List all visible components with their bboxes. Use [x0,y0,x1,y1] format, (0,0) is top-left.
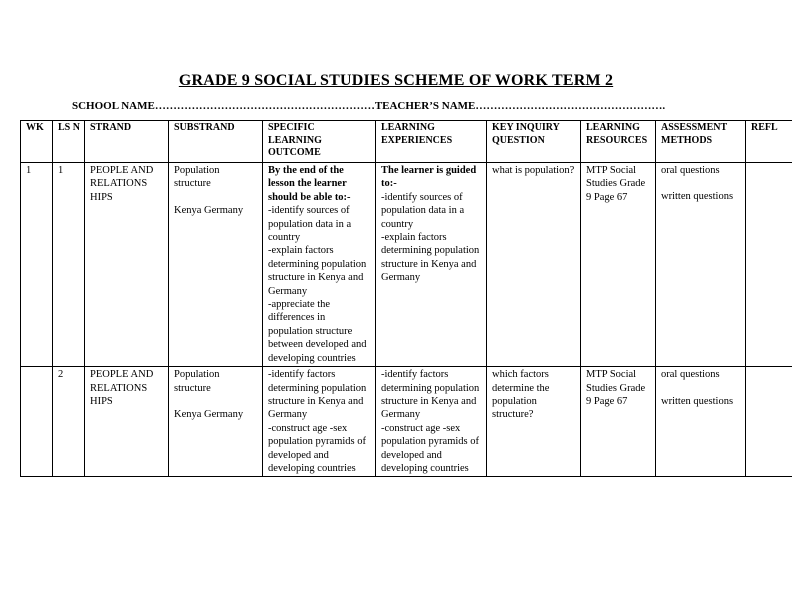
school-teacher-name-line: SCHOOL NAME……………………………………………………TEACHER’S NAME……………………………………………. [72,100,666,112]
experiences-intro: The learner is guided to:- [381,165,477,190]
cell-lesson: 2 [53,367,85,477]
scheme-of-work-table [20,120,792,477]
outcome-item: -identify sources of population data in a country [268,205,352,244]
cell-substrand [169,367,263,477]
outcome-item: -appreciate the differences in population structure between developed and developing countries [268,299,367,364]
cell-learning-resources: MTP Social Studies Grade 9 Page 67 [581,367,656,477]
header-learning-experiences: LEARNING EXPERIENCES [376,121,487,163]
cell-strand: PEOPLE AND RELATIONS HIPS [85,163,169,367]
cell-specific-learning-outcome [263,367,376,477]
cell-assessment-methods [656,163,746,367]
header-lsn: LS N [53,121,85,163]
cell-assessment-methods [656,367,746,477]
assessment-item: oral questions [661,165,720,176]
header-reflection: REFL [746,121,792,163]
header-strand: STRAND [85,121,169,163]
header-assessment-methods: ASSESSMENT METHODS [656,121,746,163]
header-key-inquiry-question: KEY INQUIRY QUESTION [487,121,581,163]
outcome-item: -explain factors determining population structure in Kenya and Germany [268,245,367,297]
cell-specific-learning-outcome [263,163,376,367]
cell-week [21,367,53,477]
substrand-name: Population structure [174,369,220,394]
cell-reflection [746,163,792,367]
header-learning-resources: LEARNING RESOURCES [581,121,656,163]
table-header-row [21,121,792,163]
table-row [21,367,792,477]
header-wk: WK [21,121,53,163]
outcome-item: -construct age -sex population pyramids of developed and developing countries [268,422,366,474]
experience-item: -explain factors determining population structure in Kenya and Germany [381,232,480,284]
cell-week: 1 [21,163,53,367]
experience-item: -construct age -sex population pyramids of developed and developing countries [381,422,479,474]
assessment-item: written questions [661,191,734,203]
assessment-item: oral questions [661,369,720,381]
substrand-name: Population structure [174,165,220,190]
cell-key-inquiry-question: what is population? [487,163,581,367]
table-row [21,163,792,367]
header-substrand: SUBSTRAND [169,121,263,163]
substrand-countries: Kenya Germany [174,204,244,216]
cell-strand: PEOPLE AND RELATIONS HIPS [85,367,169,477]
outcome-item: -identify factors determining population structure in Kenya and Germany [268,369,367,421]
cell-key-inquiry-question: which factors determine the population structure? [487,367,581,477]
experience-item: -identify sources of population data in a country [381,191,465,230]
header-specific-learning-outcome: SPECIFIC LEARNING OUTCOME [263,121,376,163]
cell-learning-resources: MTP Social Studies Grade 9 Page 67 [581,163,656,367]
cell-substrand [169,163,263,367]
document-title: GRADE 9 SOCIAL STUDIES SCHEME OF WORK TERM 2 [178,72,614,89]
cell-learning-experiences [376,163,487,367]
experience-item: -identify factors determining population structure in Kenya and Germany [381,369,480,421]
cell-lesson: 1 [53,163,85,367]
substrand-countries: Kenya Germany [174,408,244,420]
assessment-item: written questions [661,395,734,407]
cell-reflection [746,367,792,477]
outcome-intro: By the end of the lesson the learner should be able to:- [268,165,351,203]
cell-learning-experiences [376,367,487,477]
